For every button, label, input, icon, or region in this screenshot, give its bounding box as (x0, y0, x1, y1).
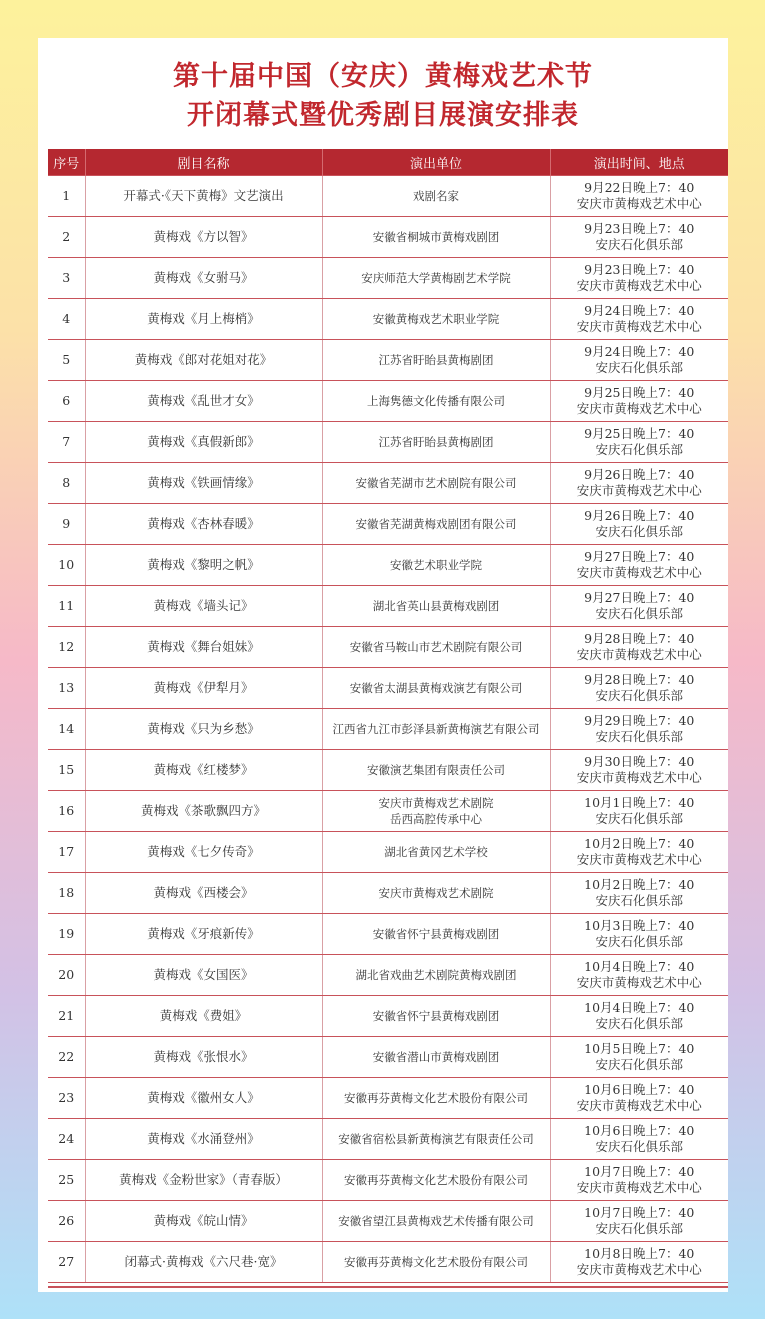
show-venue: 安庆石化俱乐部 (595, 524, 683, 539)
cell-no: 5 (48, 340, 85, 381)
table-row (48, 258, 728, 299)
cell-no: 14 (48, 709, 85, 750)
show-venue: 安庆市黄梅戏艺术中心 (576, 1262, 702, 1277)
cell-performer (322, 627, 550, 668)
table-header-row (48, 149, 728, 176)
cell-performer (322, 668, 550, 709)
cell-time-venue (550, 996, 728, 1037)
cell-no: 9 (48, 504, 85, 545)
show-time: 9月25日晚上7：40 (584, 385, 695, 400)
show-time: 10月7日晚上7：40 (584, 1205, 695, 1220)
table-row (48, 217, 728, 258)
show-time: 9月26日晚上7：40 (584, 508, 695, 523)
cell-time-venue (550, 586, 728, 627)
show-venue: 安庆市黄梅戏艺术中心 (576, 1180, 702, 1195)
table-row (48, 340, 728, 381)
performer-line: 江苏省盱眙县黄梅剧团 (378, 353, 494, 367)
show-venue: 安庆石化俱乐部 (595, 360, 683, 375)
cell-play: 黄梅戏《红楼梦》 (85, 750, 322, 791)
performer-line: 安徽再芬黄梅文化艺术股份有限公司 (344, 1091, 528, 1105)
performer-line: 湖北省黄冈艺术学校 (384, 845, 488, 859)
cell-performer (322, 299, 550, 340)
show-venue: 安庆石化俱乐部 (595, 811, 683, 826)
table-row (48, 750, 728, 791)
table-row (48, 381, 728, 422)
table-row (48, 791, 728, 832)
performer-line: 湖北省英山县黄梅戏剧团 (372, 599, 500, 613)
show-venue: 安庆石化俱乐部 (595, 1221, 683, 1236)
cell-no: 12 (48, 627, 85, 668)
cell-performer (322, 1201, 550, 1242)
cell-play: 黄梅戏《水涌登州》 (85, 1119, 322, 1160)
header-performer: 演出单位 (322, 149, 550, 176)
table-row (48, 463, 728, 504)
cell-no: 10 (48, 545, 85, 586)
cell-play: 黄梅戏《杏林春暖》 (85, 504, 322, 545)
cell-play: 黄梅戏《黎明之帆》 (85, 545, 322, 586)
cell-play: 黄梅戏《张恨水》 (85, 1037, 322, 1078)
table-row (48, 1119, 728, 1160)
show-venue: 安庆市黄梅戏艺术中心 (576, 975, 702, 990)
cell-performer (322, 709, 550, 750)
cell-time-venue (550, 709, 728, 750)
cell-no: 4 (48, 299, 85, 340)
cell-play: 黄梅戏《西楼会》 (85, 873, 322, 914)
performer-line-2: 岳西高腔传承中心 (390, 812, 482, 826)
cell-performer (322, 1242, 550, 1283)
header-no: 序号 (48, 149, 85, 176)
show-venue: 安庆石化俱乐部 (595, 934, 683, 949)
cell-performer (322, 381, 550, 422)
performer-line: 安徽省马鞍山市艺术剧院有限公司 (349, 640, 523, 654)
show-time: 9月27日晚上7：40 (584, 549, 695, 564)
table-row (48, 955, 728, 996)
cell-performer (322, 176, 550, 217)
cell-time-venue (550, 1160, 728, 1201)
cell-no: 25 (48, 1160, 85, 1201)
show-time: 10月6日晚上7：40 (584, 1123, 695, 1138)
show-time: 10月3日晚上7：40 (584, 918, 695, 933)
performer-line: 安庆市黄梅戏艺术剧院 (378, 796, 494, 810)
show-time: 9月22日晚上7：40 (584, 180, 695, 195)
cell-performer (322, 832, 550, 873)
table-row (48, 1201, 728, 1242)
cell-time-venue (550, 668, 728, 709)
cell-time-venue (550, 299, 728, 340)
cell-no: 15 (48, 750, 85, 791)
table-row (48, 873, 728, 914)
show-time: 9月30日晚上7：40 (584, 754, 695, 769)
cell-time-venue (550, 873, 728, 914)
cell-time-venue (550, 1242, 728, 1283)
cell-no: 27 (48, 1242, 85, 1283)
show-venue: 安庆市黄梅戏艺术中心 (576, 852, 702, 867)
show-venue: 安庆石化俱乐部 (595, 1057, 683, 1072)
cell-time-venue (550, 381, 728, 422)
cell-performer (322, 1037, 550, 1078)
cell-play: 黄梅戏《方以智》 (85, 217, 322, 258)
cell-play: 黄梅戏《伊犁月》 (85, 668, 322, 709)
cell-time-venue (550, 914, 728, 955)
show-time: 9月29日晚上7：40 (584, 713, 695, 728)
show-venue: 安庆市黄梅戏艺术中心 (576, 319, 702, 334)
performer-line: 安徽省芜湖黄梅戏剧团有限公司 (355, 517, 517, 531)
cell-performer (322, 463, 550, 504)
show-time: 10月5日晚上7：40 (584, 1041, 695, 1056)
cell-time-venue (550, 1037, 728, 1078)
cell-play: 闭幕式·黄梅戏《六尺巷·宽》 (85, 1242, 322, 1283)
cell-play: 黄梅戏《只为乡愁》 (85, 709, 322, 750)
cell-play: 黄梅戏《茶歌飘四方》 (85, 791, 322, 832)
cell-performer (322, 504, 550, 545)
table-row (48, 668, 728, 709)
cell-no: 22 (48, 1037, 85, 1078)
show-time: 10月4日晚上7：40 (584, 959, 695, 974)
show-venue: 安庆石化俱乐部 (595, 1016, 683, 1031)
cell-time-venue (550, 176, 728, 217)
table-row (48, 709, 728, 750)
table-row (48, 176, 728, 217)
cell-time-venue (550, 750, 728, 791)
show-venue: 安庆市黄梅戏艺术中心 (576, 565, 702, 580)
cell-time-venue (550, 832, 728, 873)
show-time: 10月4日晚上7：40 (584, 1000, 695, 1015)
show-venue: 安庆市黄梅戏艺术中心 (576, 483, 702, 498)
page-title: 第十届中国（安庆）黄梅戏艺术节 (173, 61, 593, 92)
performer-line: 湖北省戏曲艺术剧院黄梅戏剧团 (355, 968, 517, 982)
performer-line: 江苏省盱眙县黄梅剧团 (378, 435, 494, 449)
table-row (48, 299, 728, 340)
performer-line: 安徽省宿松县新黄梅演艺有限责任公司 (338, 1132, 534, 1146)
cell-time-venue (550, 955, 728, 996)
cell-performer (322, 422, 550, 463)
cell-time-venue (550, 463, 728, 504)
cell-time-venue (550, 1119, 728, 1160)
cell-no: 1 (48, 176, 85, 217)
cell-time-venue (550, 422, 728, 463)
show-time: 9月26日晚上7：40 (584, 467, 695, 482)
show-venue: 安庆市黄梅戏艺术中心 (576, 196, 702, 211)
cell-performer (322, 955, 550, 996)
show-venue: 安庆石化俱乐部 (595, 1139, 683, 1154)
cell-play: 黄梅戏《女国医》 (85, 955, 322, 996)
performer-line: 安徽省太湖县黄梅戏演艺有限公司 (349, 681, 523, 695)
show-venue: 安庆市黄梅戏艺术中心 (576, 647, 702, 662)
cell-performer (322, 914, 550, 955)
cell-play: 黄梅戏《舞台姐妹》 (85, 627, 322, 668)
show-venue: 安庆市黄梅戏艺术中心 (576, 278, 702, 293)
show-venue: 安庆石化俱乐部 (595, 606, 683, 621)
cell-time-venue (550, 340, 728, 381)
cell-play: 黄梅戏《月上梅梢》 (85, 299, 322, 340)
cell-play: 黄梅戏《郎对花姐对花》 (85, 340, 322, 381)
cell-performer (322, 873, 550, 914)
cell-performer (322, 340, 550, 381)
cell-play: 黄梅戏《费姐》 (85, 996, 322, 1037)
show-venue: 安庆市黄梅戏艺术中心 (576, 1098, 702, 1113)
cell-time-venue (550, 627, 728, 668)
show-venue: 安庆石化俱乐部 (595, 688, 683, 703)
header-play: 剧目名称 (85, 149, 322, 176)
cell-performer (322, 545, 550, 586)
table-row (48, 832, 728, 873)
cell-no: 7 (48, 422, 85, 463)
table-row (48, 545, 728, 586)
show-time: 10月7日晚上7：40 (584, 1164, 695, 1179)
table-row (48, 504, 728, 545)
show-venue: 安庆石化俱乐部 (595, 237, 683, 252)
table-row (48, 1242, 728, 1283)
show-venue: 安庆石化俱乐部 (595, 442, 683, 457)
cell-no: 8 (48, 463, 85, 504)
performer-line: 安徽省桐城市黄梅戏剧团 (372, 230, 500, 244)
performer-line: 上海隽德文化传播有限公司 (367, 394, 505, 408)
cell-performer (322, 750, 550, 791)
table-row (48, 996, 728, 1037)
cell-play: 黄梅戏《女驸马》 (85, 258, 322, 299)
show-time: 9月25日晚上7：40 (584, 426, 695, 441)
table-row (48, 627, 728, 668)
cell-no: 2 (48, 217, 85, 258)
schedule-card (38, 38, 728, 1292)
cell-no: 20 (48, 955, 85, 996)
show-time: 9月23日晚上7：40 (584, 262, 695, 277)
cell-play: 黄梅戏《乱世才女》 (85, 381, 322, 422)
table-bottom-rule (48, 1286, 728, 1288)
table-row (48, 1160, 728, 1201)
performer-line: 安徽省芜湖市艺术剧院有限公司 (355, 476, 517, 490)
show-time: 9月24日晚上7：40 (584, 303, 695, 318)
performer-line: 安徽省怀宁县黄梅戏剧团 (372, 927, 500, 941)
performer-line: 安徽省怀宁县黄梅戏剧团 (372, 1009, 500, 1023)
performer-line: 安徽演艺集团有限责任公司 (367, 763, 505, 777)
show-time: 10月6日晚上7：40 (584, 1082, 695, 1097)
cell-no: 21 (48, 996, 85, 1037)
table-row (48, 586, 728, 627)
performer-line: 戏剧名家 (413, 189, 459, 203)
cell-no: 6 (48, 381, 85, 422)
schedule-table (48, 149, 728, 1283)
cell-no: 11 (48, 586, 85, 627)
cell-play: 黄梅戏《真假新郎》 (85, 422, 322, 463)
cell-play: 黄梅戏《牙痕新传》 (85, 914, 322, 955)
show-time: 9月23日晚上7：40 (584, 221, 695, 236)
table-row (48, 1037, 728, 1078)
cell-no: 23 (48, 1078, 85, 1119)
header-time-venue: 演出时间、地点 (550, 149, 728, 176)
show-venue: 安庆石化俱乐部 (595, 729, 683, 744)
performer-line: 江西省九江市彭泽县新黄梅演艺有限公司 (332, 722, 540, 736)
cell-play: 黄梅戏《墙头记》 (85, 586, 322, 627)
cell-time-venue (550, 545, 728, 586)
cell-play: 黄梅戏《皖山情》 (85, 1201, 322, 1242)
show-venue: 安庆市黄梅戏艺术中心 (576, 770, 702, 785)
cell-performer (322, 258, 550, 299)
cell-play: 黄梅戏《徽州女人》 (85, 1078, 322, 1119)
show-time: 9月28日晚上7：40 (584, 672, 695, 687)
cell-performer (322, 1078, 550, 1119)
cell-no: 26 (48, 1201, 85, 1242)
cell-performer (322, 586, 550, 627)
show-time: 9月28日晚上7：40 (584, 631, 695, 646)
cell-no: 24 (48, 1119, 85, 1160)
show-time: 10月8日晚上7：40 (584, 1246, 695, 1261)
cell-time-venue (550, 258, 728, 299)
cell-no: 3 (48, 258, 85, 299)
performer-line: 安徽省潜山市黄梅戏剧团 (372, 1050, 500, 1064)
cell-no: 19 (48, 914, 85, 955)
show-time: 9月27日晚上7：40 (584, 590, 695, 605)
performer-line: 安庆市黄梅戏艺术剧院 (378, 886, 494, 900)
cell-time-venue (550, 1078, 728, 1119)
cell-no: 18 (48, 873, 85, 914)
table-row (48, 1078, 728, 1119)
cell-time-venue (550, 217, 728, 258)
cell-play: 黄梅戏《金粉世家》（青春版） (85, 1160, 322, 1201)
page-subtitle: 开闭幕式暨优秀剧目展演安排表 (187, 100, 579, 131)
show-time: 10月2日晚上7：40 (584, 836, 695, 851)
table-row (48, 914, 728, 955)
performer-line: 安徽艺术职业学院 (390, 558, 482, 572)
cell-time-venue (550, 1201, 728, 1242)
show-venue: 安庆石化俱乐部 (595, 893, 683, 908)
show-venue: 安庆市黄梅戏艺术中心 (576, 401, 702, 416)
cell-performer (322, 791, 550, 832)
cell-no: 16 (48, 791, 85, 832)
performer-line: 安徽再芬黄梅文化艺术股份有限公司 (344, 1255, 528, 1269)
cell-no: 13 (48, 668, 85, 709)
cell-play: 黄梅戏《七夕传奇》 (85, 832, 322, 873)
performer-line: 安徽再芬黄梅文化艺术股份有限公司 (344, 1173, 528, 1187)
performer-line: 安徽黄梅戏艺术职业学院 (372, 312, 500, 326)
table-row (48, 422, 728, 463)
performer-line: 安庆师范大学黄梅剧艺术学院 (361, 271, 511, 285)
cell-performer (322, 217, 550, 258)
cell-play: 黄梅戏《铁画情缘》 (85, 463, 322, 504)
cell-performer (322, 1160, 550, 1201)
cell-play: 开幕式·《天下黄梅》文艺演出 (85, 176, 322, 217)
show-time: 10月1日晚上7：40 (584, 795, 695, 810)
cell-performer (322, 1119, 550, 1160)
table-body (48, 176, 728, 1283)
cell-no: 17 (48, 832, 85, 873)
cell-performer (322, 996, 550, 1037)
show-time: 9月24日晚上7：40 (584, 344, 695, 359)
show-time: 10月2日晚上7：40 (584, 877, 695, 892)
performer-line: 安徽省望江县黄梅戏艺术传播有限公司 (338, 1214, 534, 1228)
cell-time-venue (550, 504, 728, 545)
cell-time-venue (550, 791, 728, 832)
